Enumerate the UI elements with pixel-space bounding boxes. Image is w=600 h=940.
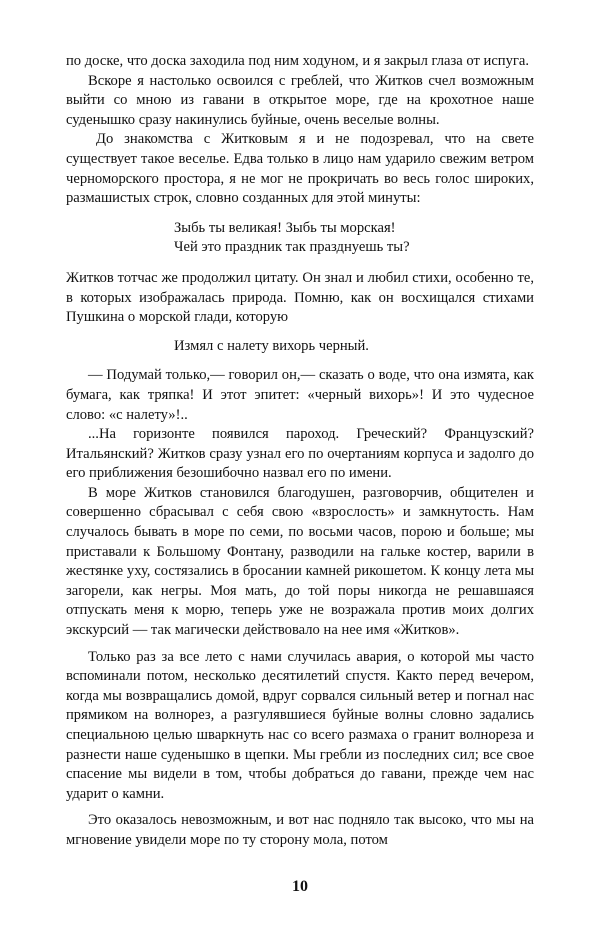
verse-line-2: Чей это праздник так празднуешь ты? <box>174 239 410 256</box>
paragraph-accident: Только раз за все лето с нами случилась авария, о которой мы часто вспоминали потом, несколько десятилетий спустя. Както перед вечером, когда мы возвращались домой, вдруг сорвался сильный ветер и погнал нас прямиком на волнорез, а разгулявшиеся буйные волны словно задались специальною целью шваркнуть нас со всего размаха о гранит волнореза и разнести наше суденышко в щепки. Мы гребли из последних сил; все свое спасение мы видели в том, чтобы добраться до гавани, прежде чем нас ударит о камни. <box>66 648 534 802</box>
verse-line: Измял с налету вихорь черный. <box>174 337 369 354</box>
paragraph-dialogue: — Подумай только,— говорил он,— сказать о воде, что она измята, как бумага, как тряпка! И этот эпитет: «черный вихорь»! И это чудесное слово: «с налету»!.. <box>66 367 534 423</box>
paragraph-citation: Житков тотчас же продолжил цитату. Он знал и любил стихи, особенно те, в которых изображалась природа. Помню, как он восхищался стихами Пушкина о морской глади, которую <box>66 269 534 326</box>
paragraph-rowing: Вскоре я настолько освоился с греблей, что Житков счел возможным выйти со мною из гавани в открытое море, где на крохотное наше суденышко сразу накинулись буйные, очень веселые волны. <box>66 72 534 128</box>
book-page <box>66 52 534 912</box>
page-number: 10 <box>292 878 308 895</box>
paragraph-continued: по доске, что доска заходила под ним ходуном, и я закрыл глаза от испуга. <box>66 53 530 69</box>
paragraph-at-sea: В море Житков становился благодушен, разговорчив, общителен и совершенно сбрасывал с себя свою «взрослость» и замкнутость. Нам случалось бывать в море по семи, по восьми часов, порою и больше; мы приставали к Большому Фонтану, разводили на гальке костер, варили в жестянке уху, состязались в бросании камней рикошетом. К концу лета мы загорели, как негры. Моя мать, до той поры никогда не решавшаяся отпускать меня к морю, теперь уже не возражала против моих долгих экскурсий — так магически действовало на нее имя «Житков». <box>66 484 534 639</box>
paragraph-steamer: ...На горизонте появился пароход. Греческий? Французский? Итальянский? Житков сразу узнал его по очертаниям корпуса и задолго до его приближения безошибочно назвал его по имени. <box>66 426 534 482</box>
verse-line-1: Зыбь ты великая! Зыбь ты морская! <box>174 219 396 236</box>
verse-quote-1 <box>66 219 534 258</box>
verse-quote-2 <box>66 337 534 357</box>
paragraph-joy: До знакомства с Житковым я и не подозревал, что на свете существует такое веселье. Едва только в лицо нам ударило свежим ветром черноморского простора, я не мог не прокричать во весь голос широких, размашистых строк, словно созданных для этой минуты: <box>66 131 534 207</box>
paragraph-wave: Это оказалось невозможным, и вот нас подняло так высоко, что мы на мгновение увидели море по ту сторону мола, потом <box>66 812 534 848</box>
